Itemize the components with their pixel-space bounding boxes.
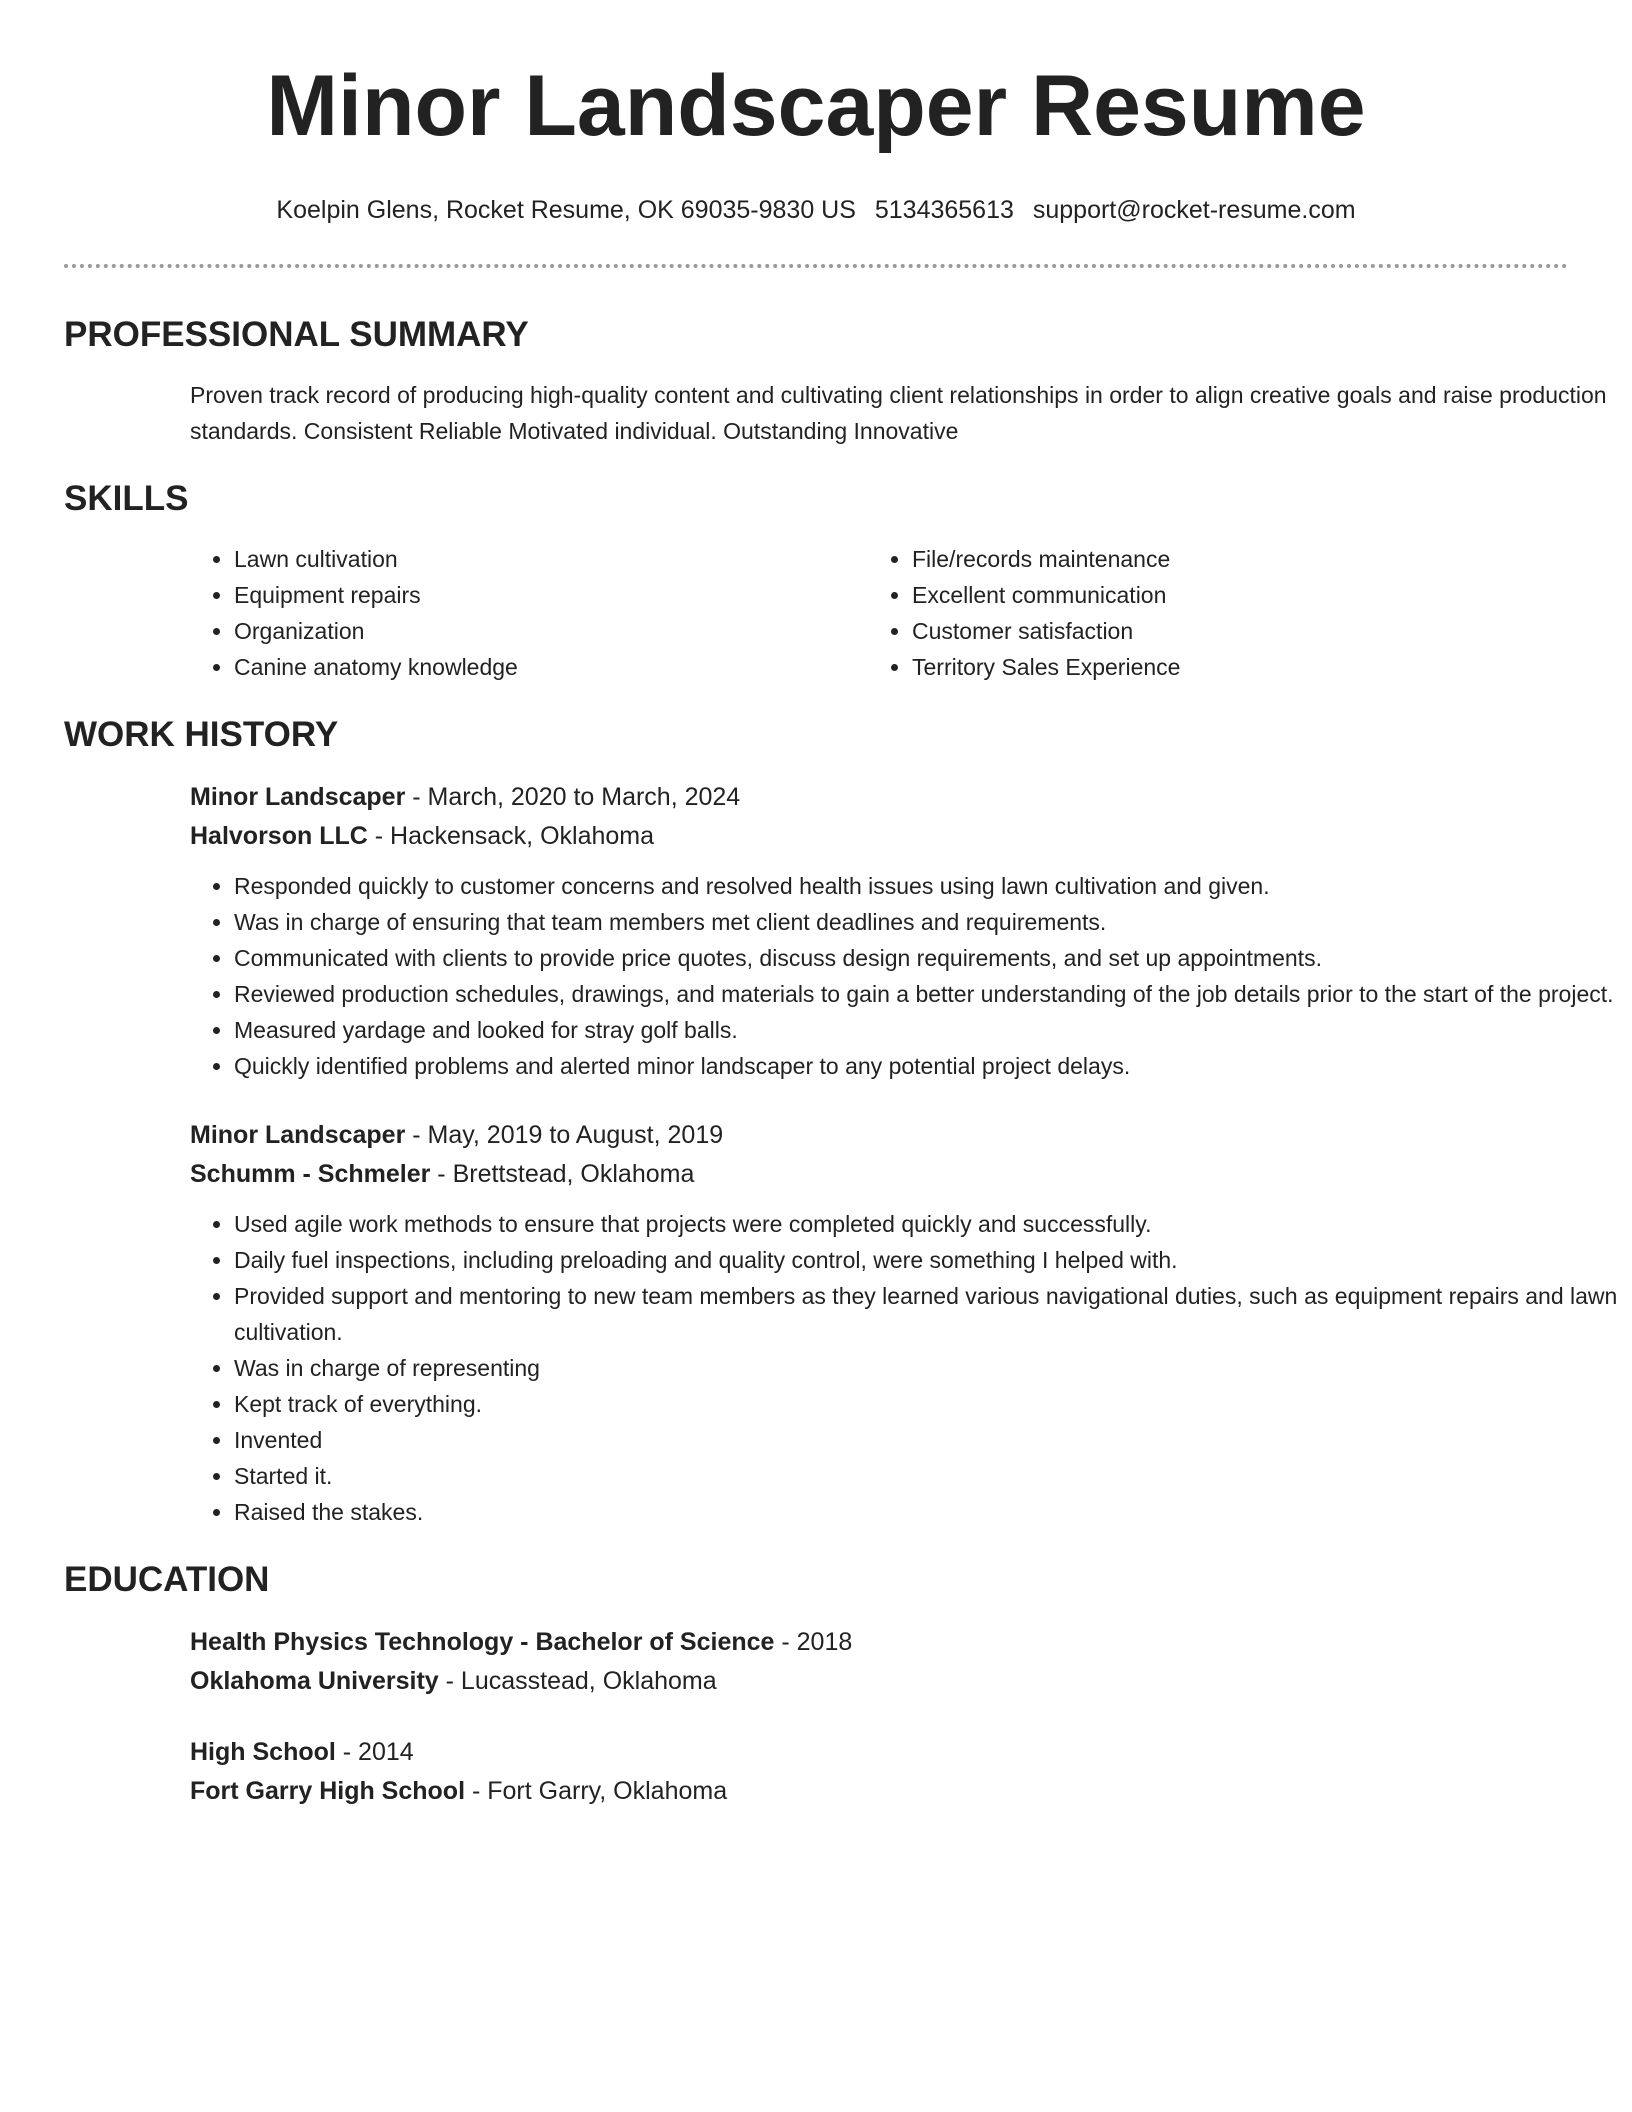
job-location: - Hackensack, Oklahoma (367, 822, 655, 850)
job-bullet: • Reviewed production schedules, drawings, and materials to gain a better understanding of the job details prior to the start of the project. (234, 976, 1624, 1012)
job-company-line (190, 1155, 1568, 1194)
skills-list (190, 541, 1568, 685)
job-dates: - May, 2019 to August, 2019 (405, 1121, 724, 1149)
job-title: Minor Landscaper (190, 1121, 406, 1149)
section-heading-summary: PROFESSIONAL SUMMARY (64, 315, 529, 354)
job-bullet: • Measured yardage and looked for stray golf balls. (234, 1012, 1624, 1048)
section-heading-education: EDUCATION (64, 1560, 270, 1599)
education-location: - Lucasstead, Oklahoma (438, 1667, 717, 1695)
education-degree-line (190, 1733, 1568, 1772)
education-degree-line (190, 1623, 1568, 1662)
skills-column-left (190, 541, 868, 685)
job-bullet: • Provided support and mentoring to new team members as they learned various navigational duties, such as equipment repairs and lawn cultivation. (234, 1278, 1624, 1350)
job-bullets (190, 868, 1624, 1084)
education-school: Fort Garry High School (190, 1777, 466, 1805)
education-entry (190, 1733, 1568, 1811)
education-school: Oklahoma University (190, 1667, 439, 1695)
job-company: Halvorson LLC (190, 822, 368, 850)
job-location: - Brettstead, Oklahoma (430, 1160, 695, 1188)
section-heading-work-history: WORK HISTORY (64, 715, 339, 754)
contact-line (64, 194, 1568, 226)
education-location: - Fort Garry, Oklahoma (465, 1777, 728, 1805)
skill-item: • Canine anatomy knowledge (234, 649, 868, 685)
education-entry (190, 1623, 1568, 1701)
job-company: Schumm - Schmeler (190, 1160, 431, 1188)
education-year: - 2018 (774, 1628, 853, 1656)
skill-item: • Equipment repairs (234, 577, 868, 613)
contact-address: Koelpin Glens, Rocket Resume, OK 69035-9830 US (276, 196, 856, 224)
job-bullet: • Responded quickly to customer concerns and resolved health issues using lawn cultivation and given. (234, 868, 1624, 904)
skills-column-right (868, 541, 1512, 685)
skill-item: • File/records maintenance (912, 541, 1512, 577)
education-degree: Health Physics Technology - Bachelor of Science (190, 1628, 775, 1656)
job-dates: - March, 2020 to March, 2024 (405, 783, 741, 811)
job-bullets (190, 1206, 1624, 1530)
skill-item: • Territory Sales Experience (912, 649, 1512, 685)
summary-text: Proven track record of producing high-quality content and cultivating client relationships in order to align creative goals and raise production standards. Consistent Reliable Motivated individual. Outstanding Innovative (190, 382, 1607, 444)
skill-item: • Lawn cultivation (234, 541, 868, 577)
job-entry (190, 1116, 1618, 1530)
job-bullet: • Used agile work methods to ensure that projects were completed quickly and successfully. (234, 1206, 1624, 1242)
job-bullet: • Was in charge of representing (234, 1350, 1624, 1386)
skill-item: • Customer satisfaction (912, 613, 1512, 649)
contact-phone: 5134365613 (874, 196, 1014, 224)
job-bullet: • Daily fuel inspections, including preloading and quality control, were something I helped with. (234, 1242, 1624, 1278)
education-degree: High School (190, 1738, 336, 1766)
contact-email: support@rocket-resume.com (1032, 196, 1356, 224)
job-bullet: • Raised the stakes. (234, 1494, 1624, 1530)
education-year: - 2014 (335, 1738, 414, 1766)
header-divider (64, 264, 1568, 268)
job-company-line (190, 817, 1568, 856)
skill-item: • Excellent communication (912, 577, 1512, 613)
job-bullet: • Invented (234, 1422, 1624, 1458)
job-role-line (190, 778, 1568, 817)
resume-title: Minor Landscaper Resume (266, 58, 1366, 154)
job-bullet: • Started it. (234, 1458, 1624, 1494)
education-school-line (190, 1772, 1568, 1811)
education-school-line (190, 1662, 1568, 1701)
skill-item: • Organization (234, 613, 868, 649)
job-bullet: • Communicated with clients to provide price quotes, discuss design requirements, and set up appointments. (234, 940, 1624, 976)
section-heading-skills: SKILLS (64, 479, 189, 518)
job-bullet: • Was in charge of ensuring that team members met client deadlines and requirements. (234, 904, 1624, 940)
job-title: Minor Landscaper (190, 783, 406, 811)
job-role-line (190, 1116, 1568, 1155)
job-entry (190, 778, 1614, 1084)
job-bullet: • Quickly identified problems and alerted minor landscaper to any potential project delays. (234, 1048, 1624, 1084)
job-bullet: • Kept track of everything. (234, 1386, 1624, 1422)
